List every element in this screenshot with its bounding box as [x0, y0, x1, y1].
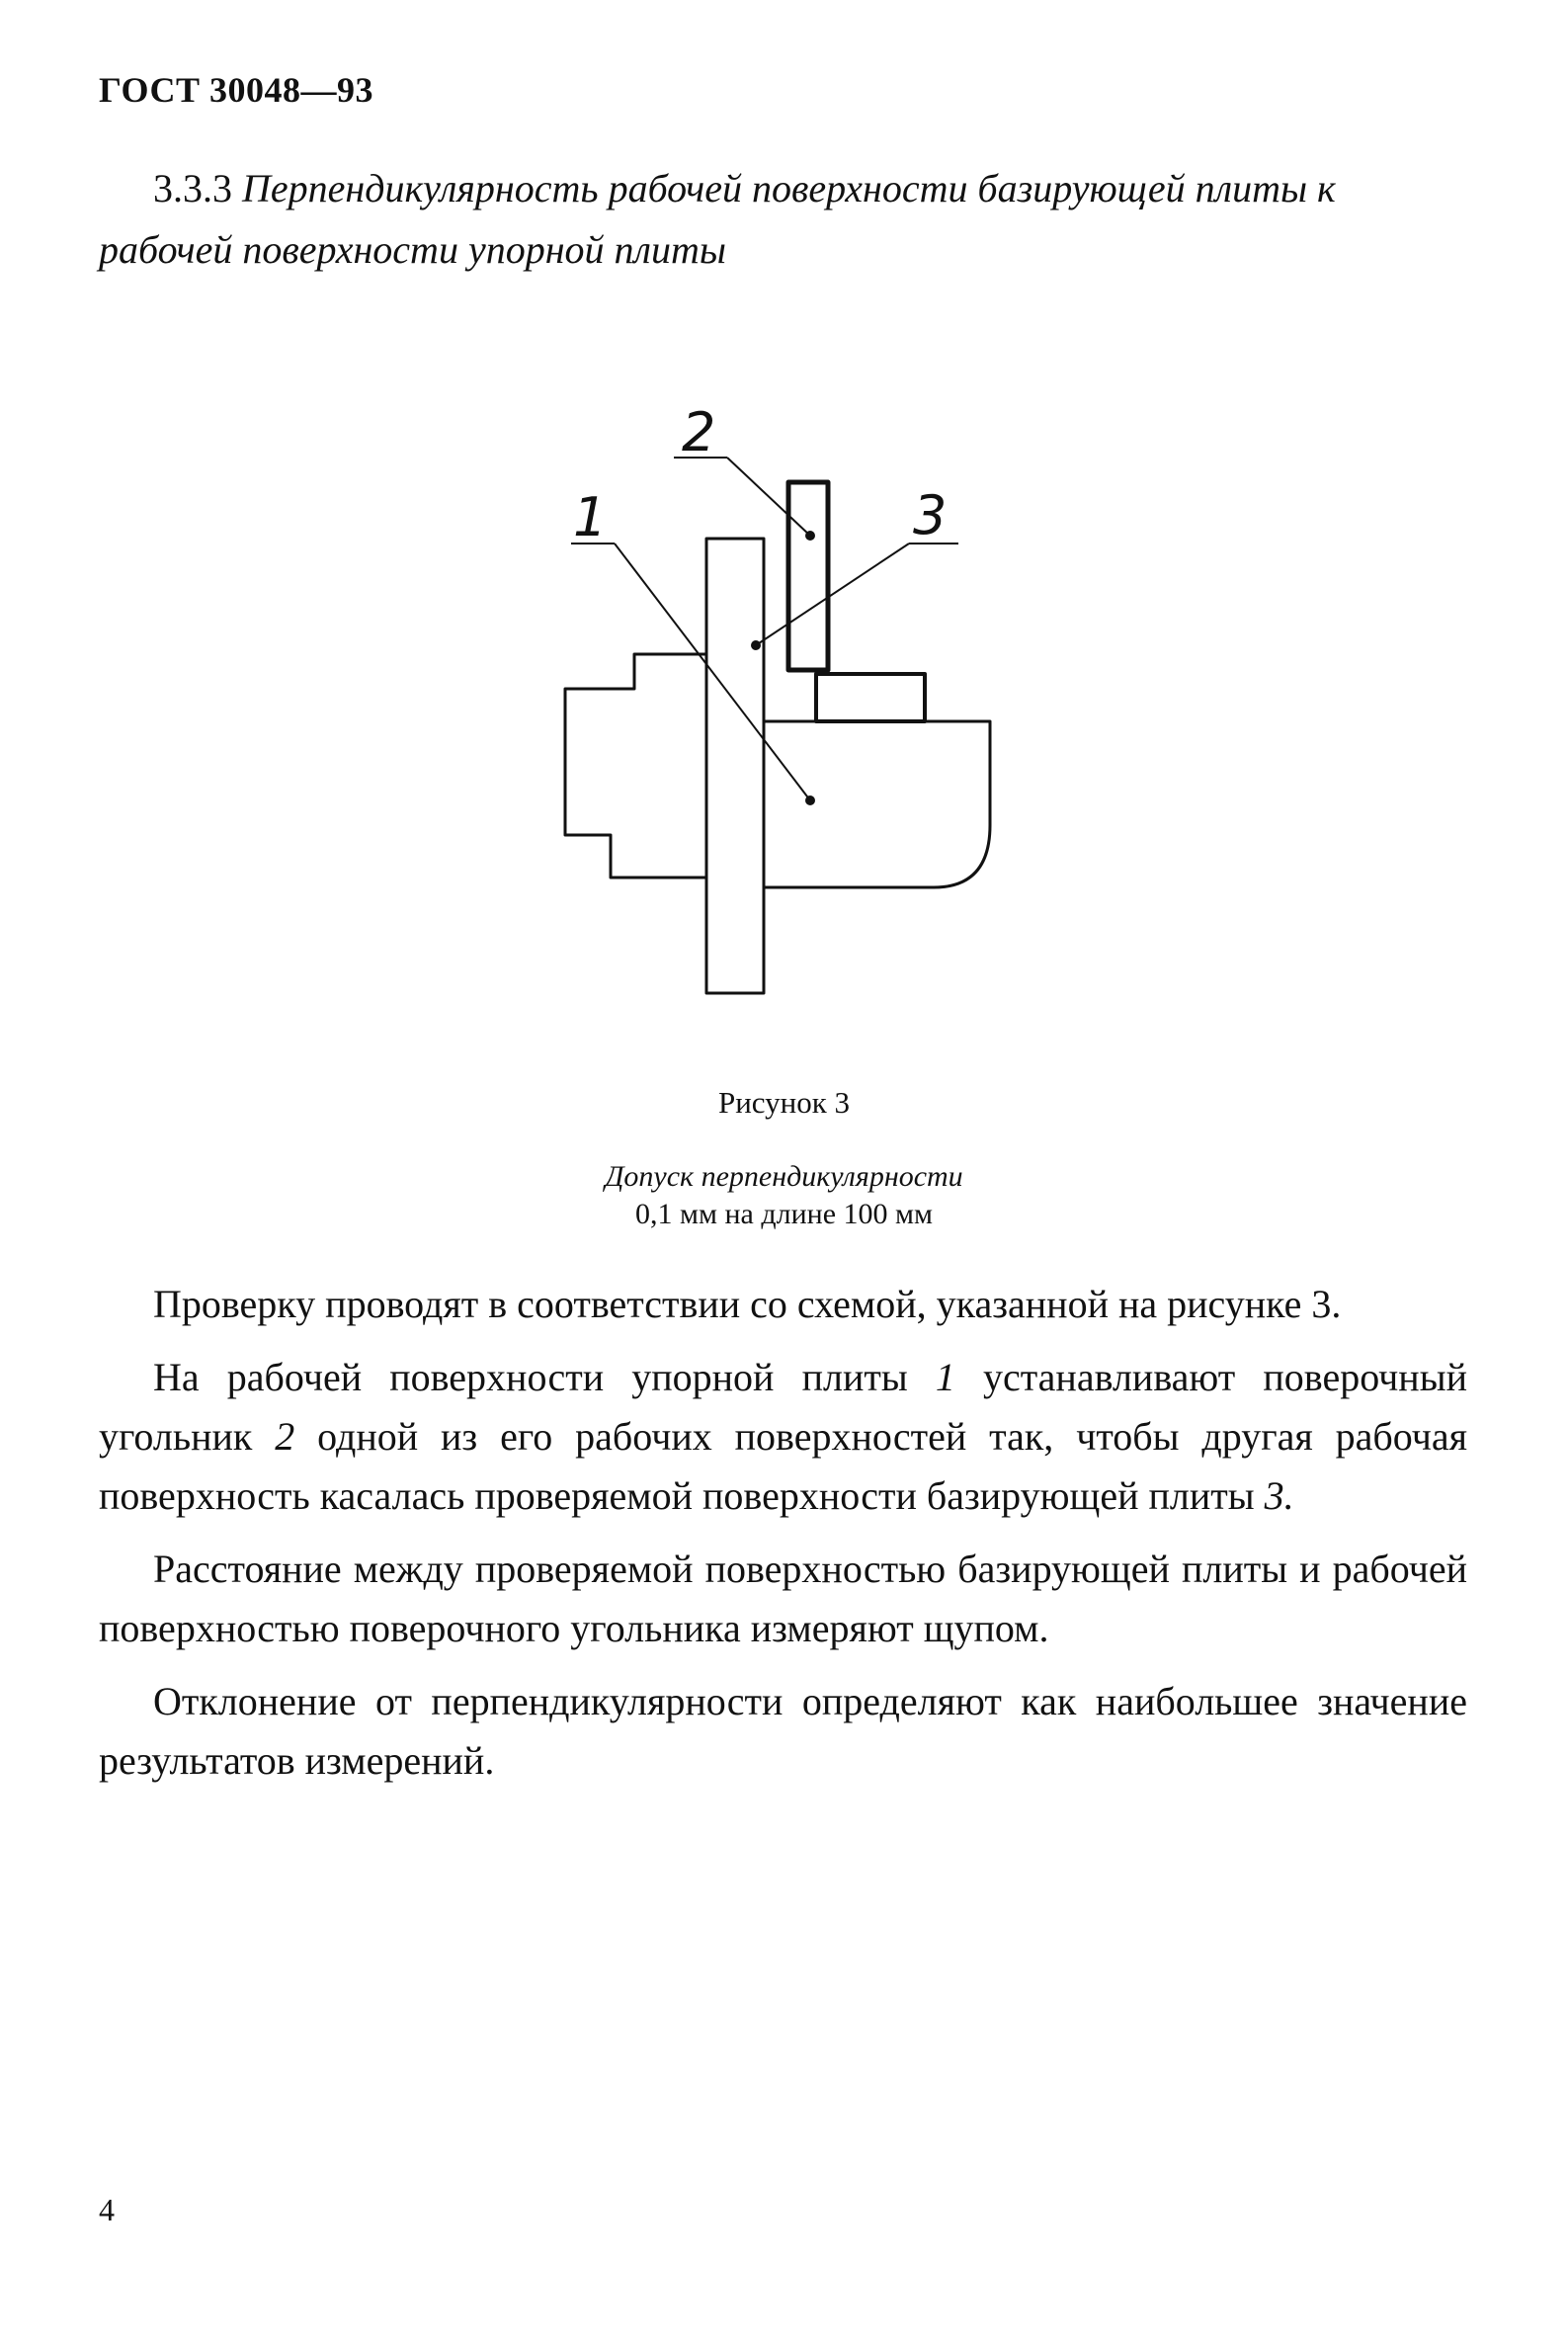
page-header-standard: ГОСТ 30048—93 — [99, 70, 373, 110]
figure-caption: Рисунок 3 — [717, 1085, 851, 1120]
label-2: 2 — [682, 401, 716, 463]
base-plate-3 — [706, 539, 764, 993]
leader-1 — [615, 544, 810, 800]
left-stepped-body — [565, 654, 706, 878]
body-text — [99, 1275, 1467, 1804]
figure-3-diagram — [534, 395, 1028, 1028]
paragraph-2-part-c: одной из его рабочих поверхностей так, чтобы другая рабочая поверхность касалась проверяемой поверхности базирующей плиты — [99, 1414, 1467, 1518]
paragraph-2-part-a: На рабочей поверхности упорной плиты — [153, 1355, 936, 1399]
support-plate-1 — [764, 721, 990, 887]
paragraph-2 — [99, 1348, 1467, 1526]
square-2-horizontal — [816, 674, 925, 721]
leader-2 — [727, 458, 810, 536]
square-2-vertical — [788, 482, 828, 670]
tolerance-note — [0, 1158, 1568, 1233]
section-heading — [99, 158, 1467, 281]
section-number: 3.3.3 — [153, 166, 232, 210]
dot-1 — [805, 795, 815, 805]
ref-1: 1 — [935, 1355, 955, 1399]
paragraph-3: Расстояние между проверяемой поверхностью базирующей плиты и рабочей поверхностью поверочного угольника измеряют щупом. — [99, 1547, 1467, 1650]
dot-2 — [805, 531, 815, 541]
page-number: 4 — [99, 2192, 115, 2227]
tolerance-line-2: 0,1 мм на длине 100 мм — [635, 1198, 933, 1230]
leader-3 — [756, 544, 909, 645]
ref-2: 2 — [275, 1414, 295, 1459]
dot-3 — [751, 640, 761, 650]
label-1: 1 — [573, 486, 608, 548]
paragraph-4: Отклонение от перпендикулярности определяют как наибольшее значение результатов измерений. — [99, 1679, 1467, 1783]
ref-3: 3. — [1264, 1473, 1294, 1518]
tolerance-line-1: Допуск перпендикулярности — [605, 1160, 963, 1193]
label-3: 3 — [913, 484, 948, 546]
paragraph-2-part-b: устанавливают поверочный угольник — [99, 1355, 1467, 1459]
figure-3-svg — [534, 395, 1028, 1028]
section-title: Перпендикулярность рабочей поверхности базирующей плиты к рабочей поверхности упорной плиты — [99, 166, 1336, 272]
paragraph-1: Проверку проводят в соответствии со схемой, указанной на рисунке 3. — [153, 1282, 1342, 1326]
